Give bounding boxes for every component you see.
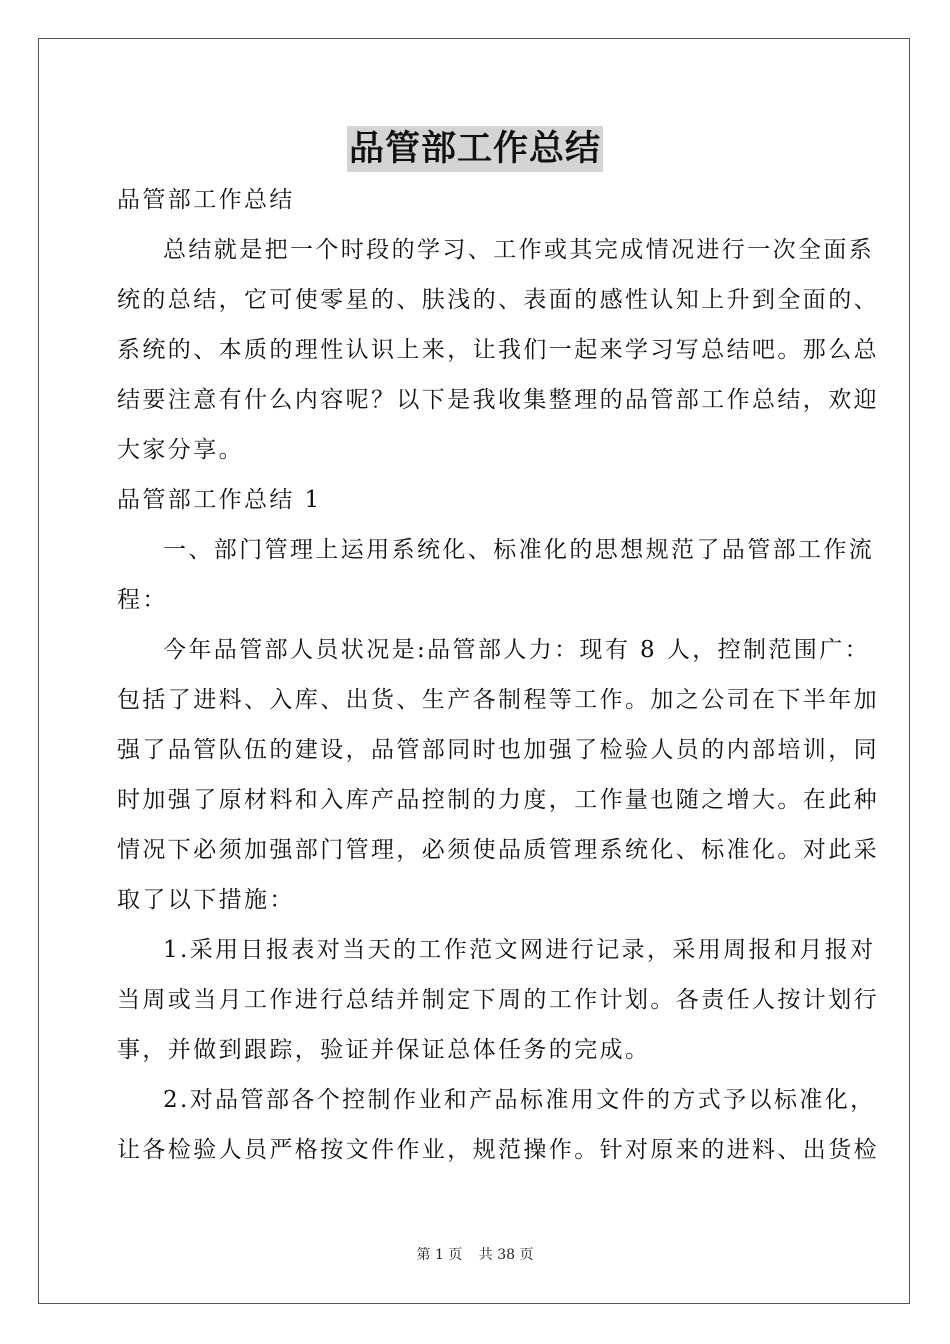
paragraph-line: 大家分享。	[117, 437, 244, 463]
section-heading: 品管部工作总结 1	[117, 487, 322, 513]
paragraph-line: 2.对品管部各个控制作业和产品标准用文件的方式予以标准化，	[163, 1087, 876, 1113]
paragraph-line: 系统的、本质的理性认识上来，让我们一起来学习写总结吧。那么总	[117, 337, 879, 363]
paragraph-line: 包括了进料、入库、出货、生产各制程等工作。加之公司在下半年加	[117, 687, 879, 713]
paragraph-line: 程：	[117, 587, 168, 613]
paragraph-line: 情况下必须加强部门管理，必须使品质管理系统化、标准化。对此采	[117, 837, 879, 863]
document-title: 品管部工作总结	[347, 126, 603, 172]
page-number: 第 1 页	[416, 1247, 463, 1263]
paragraph-line: 事，并做到跟踪，验证并保证总体任务的完成。	[117, 1037, 651, 1063]
paragraph-line: 统的总结，它可使零星的、肤浅的、表面的感性认知上升到全面的、	[117, 287, 879, 313]
paragraph-line: 1.采用日报表对当天的工作范文网进行记录，采用周报和月报对	[163, 937, 876, 963]
paragraph-line: 一、部门管理上运用系统化、标准化的思想规范了品管部工作流	[163, 537, 875, 563]
paragraph-line: 结要注意有什么内容呢？以下是我收集整理的品管部工作总结，欢迎	[117, 387, 879, 413]
document-body	[117, 175, 879, 1175]
title-block	[0, 126, 950, 172]
paragraph-line: 今年品管部人员状况是:品管部人力：现有 8 人，控制范围广：	[163, 637, 871, 663]
paragraph-line: 让各检验人员严格按文件作业，规范操作。针对原来的进料、出货检	[117, 1137, 879, 1163]
subtitle-line: 品管部工作总结	[117, 187, 295, 213]
paragraph-line: 取了以下措施：	[117, 887, 295, 913]
page-footer	[0, 1244, 950, 1264]
paragraph-line: 当周或当月工作进行总结并制定下周的工作计划。各责任人按计划行	[117, 987, 879, 1013]
paragraph-line: 时加强了原材料和入库产品控制的力度，工作量也随之增大。在此种	[117, 787, 879, 813]
paragraph-line: 总结就是把一个时段的学习、工作或其完成情况进行一次全面系	[163, 237, 875, 263]
page-count: 共 38 页	[478, 1247, 534, 1263]
paragraph-line: 强了品管队伍的建设，品管部同时也加强了检验人员的内部培训，同	[117, 737, 879, 763]
